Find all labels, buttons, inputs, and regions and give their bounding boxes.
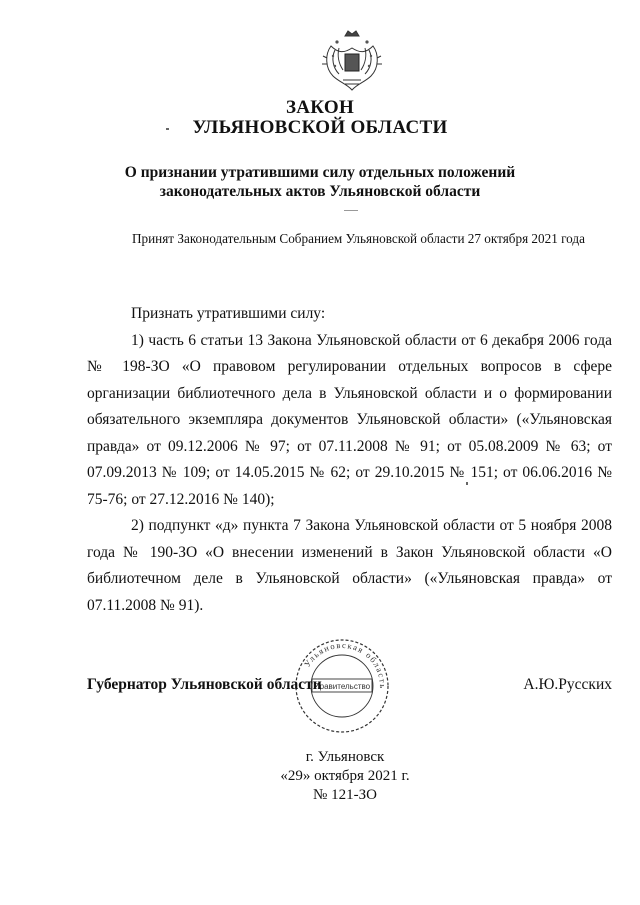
- signing-date: «29» октября 2021 г.: [280, 768, 410, 784]
- body-item-2: 2) подпункт «д» пункта 7 Закона Ульяновской области от 5 ноября 2008 года № 190-ЗО «О внесении изменений в Закон Ульяновской области «О библиотечном деле в Ульяновской области» («Ульяновская правда» от 07.11.2008 № 91).: [87, 517, 612, 614]
- law-number: № 121-ЗО: [313, 787, 377, 803]
- law-subject-line-2: законодательных актов Ульяновской области: [159, 183, 481, 200]
- signatory-name: А.Ю.Русских: [523, 676, 612, 693]
- stamp-band-text: Правительство: [313, 682, 371, 691]
- svg-text:Ульяновская область: Ульяновская область: [301, 639, 389, 690]
- adoption-note: Принят Законодательным Собранием Ульяновской области 27 октября 2021 года: [132, 231, 585, 246]
- place-of-signing: г. Ульяновск: [305, 749, 385, 765]
- scan-speck: [166, 128, 169, 130]
- body-intro: Признать утратившими силу:: [131, 305, 326, 322]
- law-region-title: УЛЬЯНОВСКОЙ ОБЛАСТИ: [192, 117, 448, 138]
- law-subject-line-1: О признании утратившими силу отдельных положений: [124, 164, 516, 181]
- body-item-1: 1) часть 6 статьи 13 Закона Ульяновской области от 6 декабря 2006 года № 198-ЗО «О правовом регулировании отдельных вопросов в сфере организации библиотечного дела в Ульяновской области и о формировании обязательного экземпляра документов Ульяновской области» («Ульяновская правда» от 09.12.2006 № 97; от 07.11.2008 № 91; от 05.08.2009 № 63; от 07.09.2013 № 109; от 14.05.2015 № 62; от 29.10.2015 № 151; от 06.06.2016 № 75-76; от 27.12.2016 № 140);: [87, 331, 612, 508]
- scan-speck: [466, 482, 468, 485]
- law-title: ЗАКОН: [285, 97, 355, 118]
- signatory-position: Губернатор Ульяновской области: [87, 676, 322, 693]
- coat-of-arms-icon: [321, 28, 383, 94]
- signature-block: [87, 676, 612, 700]
- law-body: [87, 301, 612, 619]
- scan-speck: [344, 210, 358, 211]
